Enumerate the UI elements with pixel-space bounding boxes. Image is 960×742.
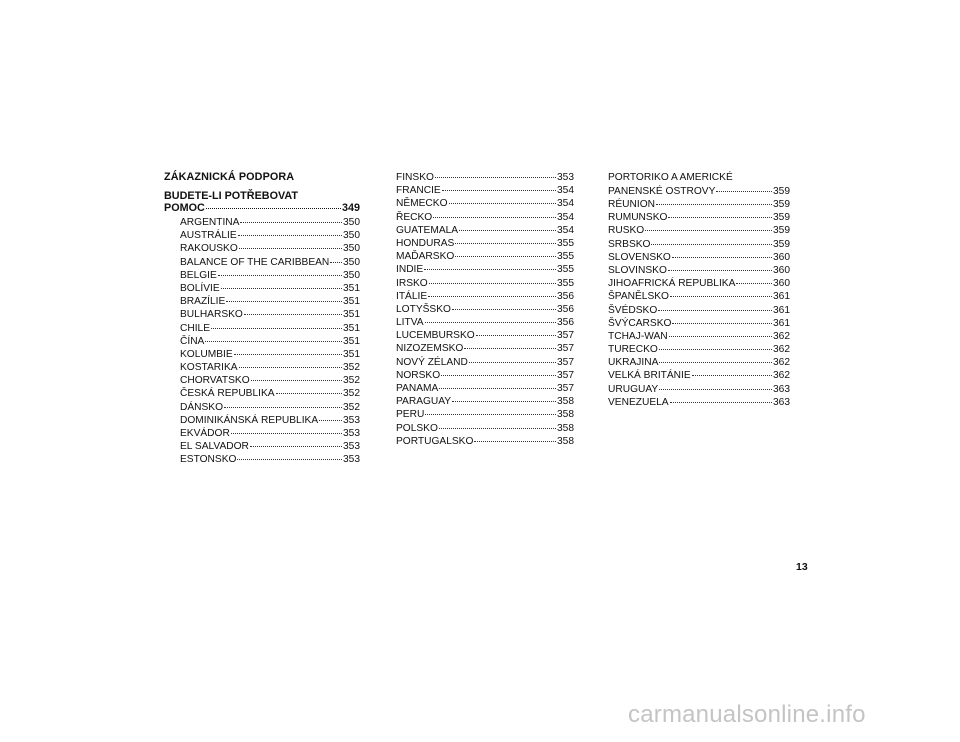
dot-leader [692,373,772,376]
dot-leader [449,201,556,204]
toc-entry[interactable] [608,238,790,251]
page-number: 13 [796,561,808,573]
dot-leader [429,281,556,284]
toc-entry-label: NORSKO [396,369,441,381]
section-title: ZÁKAZNICKÁ PODPORA [164,171,295,183]
dot-leader [439,426,556,429]
toc-entry-label: UKRAJINA [608,357,659,369]
toc-entry-page: 355 [557,251,574,263]
toc-entry-page: 355 [557,237,574,249]
dot-leader [441,373,556,376]
toc-entry-label: BALANCE OF THE CARIBBEAN [180,256,330,268]
toc-entry[interactable] [180,322,360,335]
toc-entry[interactable] [608,211,790,224]
toc-entry[interactable] [180,348,360,361]
toc-entry-label: BULHARSKO [180,309,243,321]
toc-entry[interactable] [608,356,790,369]
toc-entry[interactable] [396,263,574,276]
dot-leader [237,457,342,460]
toc-entry-label: SLOVINSKO [608,264,667,276]
toc-entry[interactable] [608,343,790,356]
toc-entry-label: PANENSKÉ OSTROVY [608,185,716,197]
toc-entry-page: 361 [773,304,790,316]
toc-entry[interactable] [608,396,790,409]
dot-leader [651,242,772,245]
toc-entry[interactable] [180,387,360,400]
toc-entry[interactable] [396,329,574,342]
toc-entry[interactable] [396,197,574,210]
toc-entry[interactable] [180,335,360,348]
toc-entry-page: 358 [557,396,574,408]
toc-entry-page: 354 [557,198,574,210]
toc-entry-label: MAĎARSKO [396,251,455,263]
toc-entry-label: RUSKO [608,225,645,237]
dot-leader [464,346,556,349]
toc-entry-label: RAKOUSKO [180,243,238,255]
toc-entry-label: BOLÍVIE [180,282,220,294]
toc-entry-page: 351 [343,309,360,321]
toc-entry-page: 357 [557,369,574,381]
toc-entry-page: 351 [343,335,360,347]
toc-entry-label: JIHOAFRICKÁ REPUBLIKA [608,278,736,290]
toc-entry-label: CHORVATSKO [180,375,250,387]
toc-entry-label: INDIE [396,264,424,276]
toc-entry-page: 360 [773,264,790,276]
toc-entry-page: 355 [557,277,574,289]
toc-entry[interactable] [396,316,574,329]
toc-entry-page: 362 [773,370,790,382]
toc-entry[interactable] [608,224,790,237]
toc-entry-page: 361 [773,291,790,303]
toc-entry-page: 355 [557,264,574,276]
toc-entry[interactable] [180,414,360,427]
toc-entry[interactable] [180,282,360,295]
toc-entry-page: 362 [773,330,790,342]
toc-entry[interactable] [396,408,574,421]
toc-entry-page: 360 [773,251,790,263]
toc-entry-page: 357 [557,356,574,368]
dot-leader [669,334,772,337]
toc-entry-label: PERU [396,409,425,421]
toc-entry-label: SRBSKO [608,238,651,250]
toc-entry-label-line1: PORTORIKO A AMERICKÉ [608,172,733,183]
toc-entry-label: CHILE [180,322,211,334]
toc-entry[interactable] [608,383,790,396]
toc-entry[interactable] [396,395,574,408]
toc-entry[interactable] [608,277,790,290]
toc-entry-page: 351 [343,322,360,334]
dot-leader [670,400,772,403]
dot-leader [211,326,342,329]
toc-entry-page: 360 [773,278,790,290]
toc-entry[interactable] [396,303,574,316]
toc-entry-label: RÉUNION [608,199,655,210]
dot-leader [250,444,342,447]
toc-entry-label: FINSKO [396,172,434,183]
dot-leader [428,294,556,297]
toc-heading-label: POMOC [164,202,205,214]
toc-entry[interactable] [180,216,360,229]
toc-entry[interactable] [396,290,574,303]
toc-entry-label: PANAMA [396,383,439,394]
toc-entry-label: HONDURAS [396,237,455,249]
toc-entry-page: 356 [557,303,574,315]
toc-entry-label: GUATEMALA [396,224,459,236]
toc-entry[interactable] [396,184,574,197]
dot-leader [218,273,342,276]
toc-entry-page: 350 [343,217,360,228]
toc-list-col3 [608,198,790,409]
toc-entry[interactable] [608,264,790,277]
toc-entry[interactable] [396,224,574,237]
toc-entry-label: EL SALVADOR [180,441,249,453]
dot-leader [424,267,556,270]
toc-entry-page: 357 [557,330,574,342]
toc-entry[interactable] [180,269,360,282]
toc-entry-page: 357 [557,343,574,355]
dot-leader [716,189,772,192]
toc-list-col2 [396,171,574,448]
toc-entry-page: 350 [343,230,360,242]
dot-leader [645,228,772,231]
toc-entry-label: IRSKO [396,277,428,289]
dot-leader [672,321,772,324]
dot-leader [474,439,556,442]
dot-leader [659,347,772,350]
toc-entry-label: URUGUAY [608,383,659,395]
toc-entry[interactable] [180,440,360,453]
dot-leader [659,360,772,363]
toc-entry[interactable] [608,198,790,211]
dot-leader [231,431,342,434]
dot-leader [668,268,772,271]
toc-entry-page: 362 [773,344,790,356]
dot-leader [452,307,556,310]
dot-leader [206,206,341,209]
dot-leader [442,188,556,191]
toc-entry[interactable] [396,435,574,448]
toc-entry-label: BELGIE [180,269,217,281]
toc-entry-page: 354 [557,211,574,223]
toc-entry-label: TCHAJ-WAN [608,330,668,342]
toc-entry-label: ŘECKO [396,211,433,223]
toc-entry-page: 353 [343,414,360,426]
toc-entry[interactable] [180,256,360,269]
toc-entry-label: FRANCIE [396,185,441,197]
toc-entry[interactable] [180,229,360,242]
dot-leader [240,220,342,223]
toc-entry-label: RUMUNSKO [608,212,668,224]
dot-leader [244,312,342,315]
toc-entry-page: 353 [343,441,360,453]
toc-entry-page: 359 [773,238,790,250]
dot-leader [656,202,772,205]
toc-entry-label: LITVA [396,317,424,329]
toc-entry-page: 350 [343,243,360,255]
toc-entry-label: LUCEMBURSKO [396,330,475,342]
toc-entry[interactable] [396,250,574,263]
toc-entry-page: 350 [343,269,360,281]
toc-entry[interactable] [396,382,574,395]
toc-entry-label: PORTUGALSKO [396,435,474,447]
toc-entry[interactable] [608,251,790,264]
toc-entry[interactable] [608,304,790,317]
toc-entry-page: 352 [343,388,360,400]
toc-heading-page: 349 [341,202,360,214]
toc-entry-page: 353 [557,172,574,183]
toc-entry-label: AUSTRÁLIE [180,230,237,242]
toc-entry-page: 354 [557,185,574,197]
toc-entry-label: LOTYŠSKO [396,303,451,315]
dot-leader [238,233,342,236]
toc-entry[interactable] [180,308,360,321]
dot-leader [276,391,342,394]
toc-entry-page: 359 [773,212,790,224]
dot-leader [659,387,772,390]
toc-entry[interactable] [180,427,360,440]
dot-leader [672,255,772,258]
dot-leader [658,308,772,311]
toc-entry[interactable] [608,369,790,382]
dot-leader [425,412,556,415]
dot-leader [476,333,556,336]
toc-entry[interactable] [396,237,574,250]
toc-entry-label: SLOVENSKO [608,251,671,263]
toc-entry-label: EKVÁDOR [180,428,230,439]
dot-leader [205,339,342,342]
toc-entry-page: 353 [343,454,360,466]
toc-entry-page: 350 [343,256,360,268]
toc-entry-page: 356 [557,317,574,329]
toc-entry-page: 361 [773,317,790,329]
toc-list-col1 [180,216,360,467]
toc-entry[interactable] [180,374,360,387]
dot-leader [455,241,556,244]
toc-entry-page: 359 [773,199,790,210]
toc-entry[interactable] [396,342,574,355]
toc-entry-page: 358 [557,409,574,421]
toc-entry-label: NIZOZEMSKO [396,343,464,355]
toc-entry-label: ŠPANĚLSKO [608,291,669,303]
dot-leader [425,320,556,323]
toc-entry-page: 359 [773,185,790,197]
toc-entry-label: KOLUMBIE [180,348,233,360]
toc-entry-label: ČÍNA [180,335,205,347]
toc-heading-entry[interactable] [164,202,360,215]
toc-entry[interactable] [396,356,574,369]
toc-entry-page: 351 [343,282,360,294]
toc-entry-page: 351 [343,348,360,360]
toc-entry[interactable] [396,277,574,290]
toc-entry-multiline[interactable] [608,185,790,198]
toc-entry-label: ŠVÉDSKO [608,304,658,316]
toc-entry-label: DOMINIKÁNSKÁ REPUBLIKA [180,414,319,426]
toc-entry-label: ITÁLIE [396,290,428,302]
toc-entry-page: 358 [557,422,574,434]
toc-entry-label: ARGENTINA [180,217,240,228]
toc-entry-label: DÁNSKO [180,401,224,413]
dot-leader [452,399,556,402]
toc-entry-page: 351 [343,296,360,308]
toc-entry-label: ŠVÝCARSKO [608,317,672,329]
toc-entry-label: NOVÝ ZÉLAND [396,356,468,368]
dot-leader [736,281,772,284]
toc-entry-page: 352 [343,362,360,374]
toc-entry-page: 357 [557,383,574,394]
toc-entry[interactable] [608,290,790,303]
toc-entry-page: 363 [773,383,790,395]
toc-entry[interactable] [396,422,574,435]
toc-entry[interactable] [180,242,360,255]
toc-entry-label: VENEZUELA [608,396,669,408]
toc-entry-label: BRAZÍLIE [180,296,226,308]
toc-entry-label: POLSKO [396,422,438,434]
toc-entry-page: 353 [343,428,360,439]
heading-line1: BUDETE-LI POTŘEBOVAT [164,190,298,202]
dot-leader [221,286,342,289]
dot-leader [435,175,556,178]
dot-leader [670,294,772,297]
toc-entry-page: 359 [773,225,790,237]
toc-entry[interactable] [180,453,360,466]
dot-leader [455,254,556,257]
toc-entry-page: 352 [343,375,360,387]
dot-leader [319,418,342,421]
dot-leader [439,386,556,389]
toc-entry[interactable] [396,211,574,224]
toc-entry-label: TURECKO [608,344,658,356]
dot-leader [234,352,342,355]
toc-entry[interactable] [608,317,790,330]
toc-entry[interactable] [396,171,574,184]
dot-leader [469,360,556,363]
toc-entry-page: 358 [557,435,574,447]
toc-entry-page: 356 [557,290,574,302]
toc-entry-label: VELKÁ BRITÁNIE [608,370,691,382]
toc-entry-label: KOSTARIKA [180,362,238,374]
toc-entry-page: 354 [557,224,574,236]
toc-entry-page: 352 [343,401,360,413]
watermark: carmanualsonline.info [628,701,866,728]
dot-leader [668,215,772,218]
dot-leader [226,299,342,302]
toc-entry-label: PARAGUAY [396,396,452,408]
toc-entry[interactable] [396,369,574,382]
dot-leader [239,365,342,368]
toc-entry-label: ČESKÁ REPUBLIKA [180,388,275,400]
dot-leader [239,246,342,249]
dot-leader [330,260,342,263]
toc-entry[interactable] [180,361,360,374]
toc-entry-page: 363 [773,396,790,408]
dot-leader [459,228,556,231]
dot-leader [433,215,556,218]
dot-leader [251,378,342,381]
dot-leader [224,405,342,408]
toc-entry-label: ESTONSKO [180,454,237,466]
toc-entry[interactable] [180,401,360,414]
toc-entry[interactable] [608,330,790,343]
toc-entry[interactable] [180,295,360,308]
toc-entry-label: NĚMECKO [396,198,448,210]
toc-entry-page: 362 [773,357,790,369]
